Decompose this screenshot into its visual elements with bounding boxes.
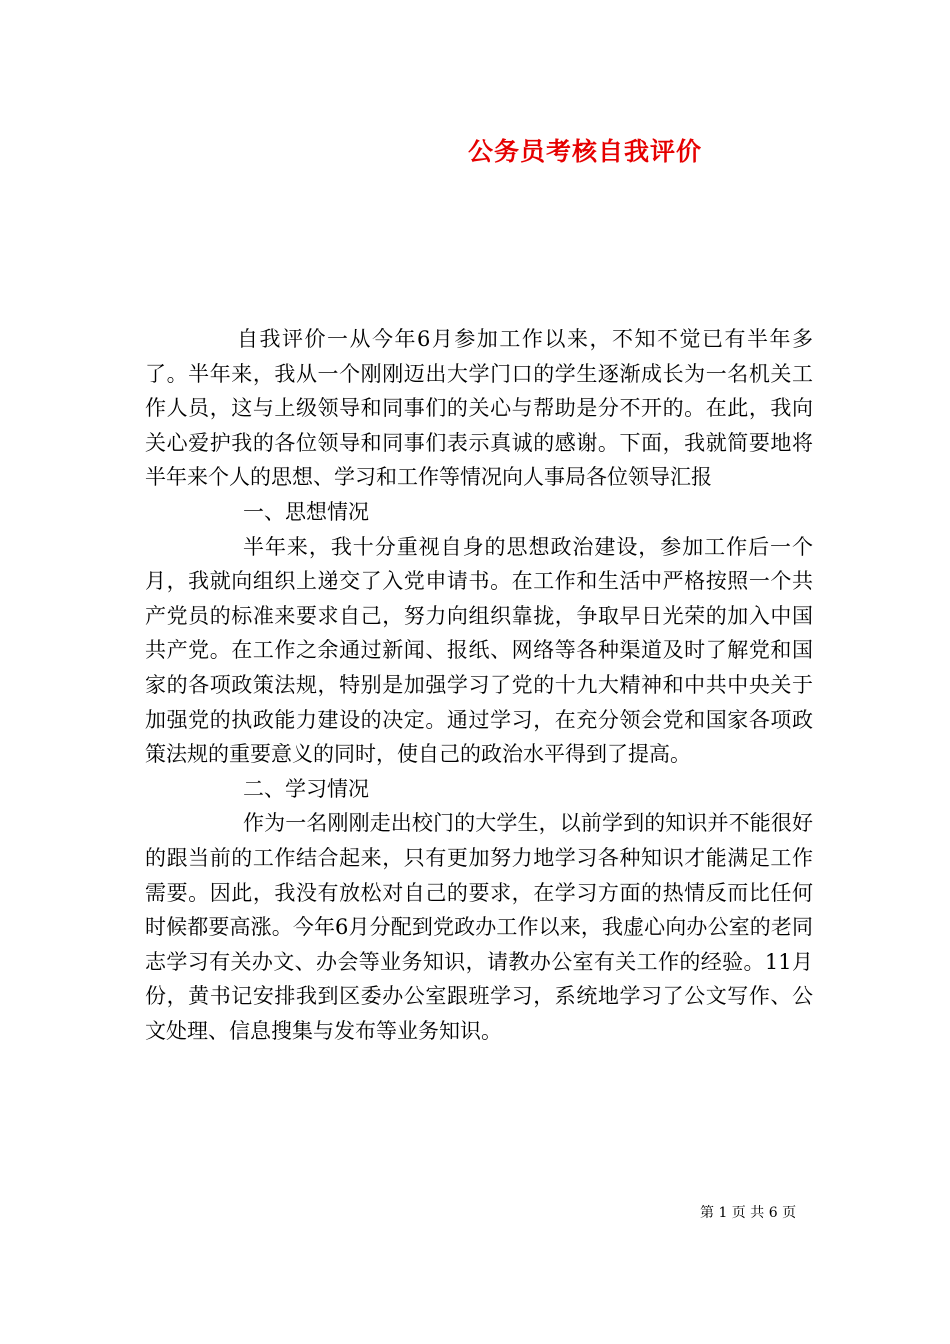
section-heading-study: 二、学习情况 <box>243 776 369 801</box>
page-number: 第 1 页 共 6 页 <box>700 1205 797 1221</box>
intro-paragraph: 自我评价一从今年6月参加工作以来，不知不觉已有半年多了。半年来，我从一个刚刚迈出大学门口的学生逐渐成长为一名机关工作人员，这与上级领导和同事们的关心与帮助是分不开的。在此，我向关心爱护我的各位领导和同事们表示真诚的感谢。下面，我就简要地将半年来个人的思想、学习和工作等情况向人事局各位领导汇报 <box>145 327 813 490</box>
section-paragraph-study: 作为一名刚刚走出校门的大学生，以前学到的知识并不能很好的跟当前的工作结合起来，只有更加努力地学习各种知识才能满足工作需要。因此，我没有放松对自己的要求，在学习方面的热情反而比任何时候都要高涨。今年6月分配到党政办工作以来，我虚心向办公室的老同志学习有关办文、办会等业务知识，请教办公室有关工作的经验。11月份，黄书记安排我到区委办公室跟班学习，系统地学习了公文写作、公文处理、信息搜集与发布等业务知识。 <box>145 811 813 1043</box>
section-paragraph-thought: 半年来，我十分重视自身的思想政治建设，参加工作后一个月，我就向组织上递交了入党申请书。在工作和生活中严格按照一个共产党员的标准来要求自己，努力向组织靠拢，争取早日光荣的加入中国共产党。在工作之余通过新闻、报纸、网络等各种渠道及时了解党和国家的各项政策法规，特别是加强学习了党的十九大精神和中共中央关于加强党的执政能力建设的决定。通过学习，在充分领会党和国家各项政策法规的重要意义的同时，使自己的政治水平得到了提高。 <box>145 534 813 767</box>
document-title: 公务员考核自我评价 <box>467 137 702 166</box>
document-body <box>145 322 813 1048</box>
section-heading-thought: 一、思想情况 <box>243 499 369 524</box>
